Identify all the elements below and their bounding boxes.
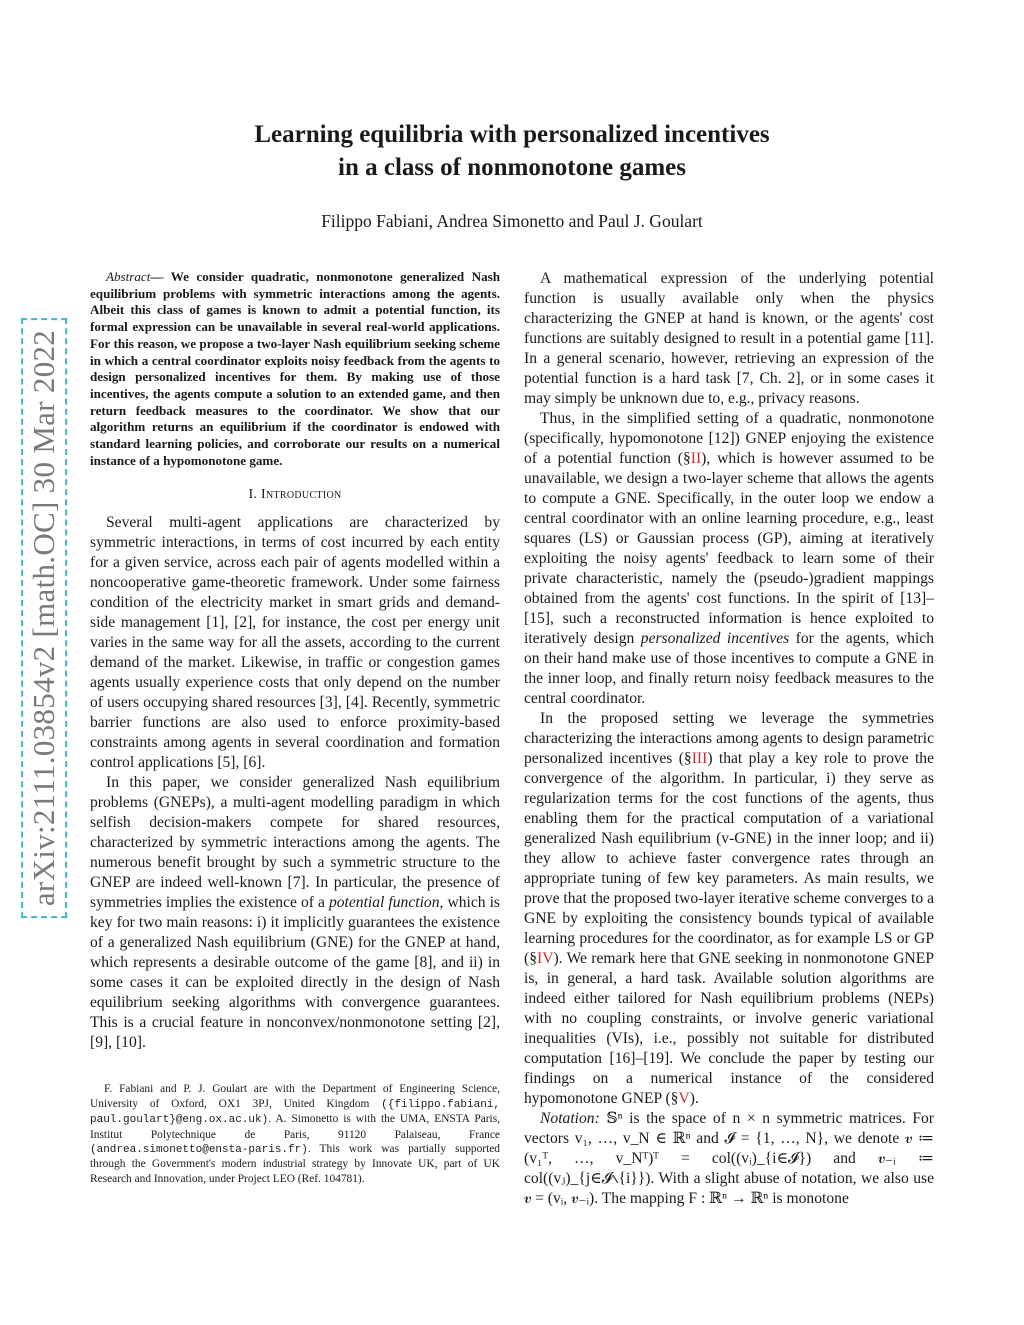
arxiv-stamp [18,288,70,948]
right-p2-text-b: ), which is however assumed to be unavailable, we design a two-layer scheme that allows the agents to compute a GNE. Specifically, in the outer loop we endow a central coordinator with an online learning procedure, e.g., least squares (LS) or Gaussian process (GP), aiming at iteratively exploiting the noisy agents' feedback to learn some of their private characteristic, namely the (pseudo-)gradient mappings obtained from the agents' cost functions. In the spirit of [13]–[15], such a reconstructed information is hence exploited to iteratively design [524,450,934,647]
title-line-1: Learning equilibria with personalized incentives [254,121,770,148]
abstract-label: Abstract [106,269,151,284]
section-ref-IV-link[interactable]: IV [537,950,554,967]
intro-p2-text-a: In this paper, we consider generalized Nash equilibrium problems (GNEPs), a multi-agent modelling paradigm in which selfish decision-makers compete for shared resources, characterized by symmetric interactions among the agents. The numerous benefit brought by such a symmetric structure to the GNEP are indeed well-known [7]. In particular, the presence of symmetries implies the existence of a [90,774,500,912]
section-ref-II-link[interactable]: II [690,450,702,467]
section-number: I. [248,487,262,503]
right-p2-text-c: for the agents, which on their hand make use of those incentives to compute a GNE in the inner loop, and finally return noisy feedback measures to the central coordinator. [524,630,934,707]
left-column [90,269,500,1186]
intro-paragraph-1: Several multi-agent applications are characterized by symmetric interactions, in terms of cost incurred by each entity for a given service, across each pair of agents modelled within a noncooperative game-theoretic framework. Under some fairness condition of the electricity market in smart grids and demand-side management [1], [2], for instance, the cost per energy unit varies in the same way for all the assets, according to the current demand of the market. Likewise, in traffic or congestion games agents usually experience costs that only depend on the number of users occupying shared resources [3], [4]. Recently, symmetric barrier functions are also used to enforce proximity-based constraints among agents in several coordination and formation control applications [5], [6]. [90,514,500,772]
right-p2-emphasis: personalized incentives [640,630,790,647]
right-p3-text-d: ). [689,1090,699,1107]
section-title: Introduction [261,487,342,503]
right-p3-text-c: ). We remark here that GNE seeking in nonmonotone GNEP is, in general, a hard task. Available solution algorithms are indeed either tailored for Nash equilibrium problems (NEPs) with no coupling constraints, or involve generic variational inequalities (VIs), i.e., possibly not suitable for distributed computation [16]–[19]. We conclude the paper by testing our findings on a numerical instance of the considered hypomonotone GNEP (§ [524,950,934,1107]
intro-p2-text-b: , which is key for two main reasons: i) it implicitly guarantees the existence of a generalized Nash equilibrium (GNE) for the GNEP at hand, which represents a desirable outcome of the game [8], and ii) in some cases it can be exploited directly in the design of Nash equilibrium seeking algorithms with convergence guarantees. This is a crucial feature in nonconvex/nonmonotone setting [2], [9], [10]. [90,894,500,1052]
footnote-separator [90,1071,500,1072]
author-list: Filippo Fabiani, Andrea Simonetto and Paul J. Goulart [321,211,703,231]
footnote-text-c: . This work was partially supported through the Government's modern industrial strategy by Innovate UK, part of UK Research and Innovation, under Project LEO (Ref. 104781). [90,1143,500,1185]
footnote [90,1082,500,1186]
footnote-email-2: (andrea.simonetto@ensta-paris.fr) [90,1144,308,1157]
arxiv-id: arXiv:2111.03854v2 [math.OC] 30 Mar 2022 [21,318,67,918]
right-p3-text-b: ) that play a key role to prove the convergence of the algorithm. In particular, i) they serve as regularization terms for the cost functions of the agents, thus enabling them for the practical computation of a variational generalized Nash equilibrium (v-GNE) in the inner loop; and ii) they allow to achieve faster convergence rates through an appropriate tuning of few key parameters. As main results, we prove that the proposed two-layer iterative scheme converges to a GNE by exploiting the consistency bounds typical of available learning procedures for the coordinator, as for example LS or GP (§ [524,750,934,967]
right-column [524,269,934,1209]
right-paragraph-2 [524,409,934,709]
footnote-text-b: . A. Simonetto is with the UMA, ENSTA Paris, Institut Polytechnique de Paris, 91120 Palaiseau, France [90,1113,500,1141]
title-line-2: in a class of nonmonotone games [338,154,686,181]
right-paragraph-3 [524,709,934,1109]
right-p3-text-a: In the proposed setting we leverage the symmetries characterizing the interactions among agents to design parametric personalized incentives (§ [524,710,934,767]
notation-paragraph [524,1109,934,1209]
section-heading-introduction [90,485,500,505]
abstract [90,269,500,469]
right-p2-text-a: Thus, in the simplified setting of a quadratic, nonmonotone (specifically, hypomonotone [12]) GNEP enjoying the existence of a potential function (§ [524,410,934,467]
footnote-text-a: F. Fabiani and P. J. Goulart are with the Department of Engineering Science, University of Oxford, OX1 3PJ, United Kingdom [90,1083,500,1110]
section-ref-V-link[interactable]: V [678,1090,690,1107]
right-paragraph-1: A mathematical expression of the underlying potential function is usually available only when the physics characterizing the GNEP at hand is known, or the agents' cost functions are suitably designed to result in a potential game [11]. In a general scenario, however, retrieving an expression of the potential function is a hard task [7, Ch. 2], or in some cases it may simply be unknown due to, e.g., privacy reasons. [524,270,934,407]
abstract-text: — We consider quadratic, nonmonotone generalized Nash equilibrium problems with symmetric interactions among the agents. Albeit this class of games is known to admit a potential function, its formal expression can be unavailable in several real-world applications. For this reason, we propose a two-layer Nash equilibrium seeking scheme in which a central coordinator exploits noisy feedback from the agents to design personalized incentives for them. By making use of those incentives, the agents compute a solution to an extended game, and then return feedback measures to the coordinator. We show that our algorithm returns an equilibrium if the coordinator is endowed with standard learning policies, and corroborate our results on a numerical instance of a hypomonotone game. [90,269,500,468]
notation-label: Notation: [540,1110,600,1127]
intro-paragraph-2 [90,773,500,1053]
notation-text: 𝕊ⁿ is the space of n × n symmetric matrices. For vectors v₁, …, v_N ∈ ℝⁿ and 𝓘 = {1, …, N}, we denote 𝒗 ≔ (v₁ᵀ, …, v_Nᵀ)ᵀ = col((vᵢ)_{i∈𝓘}) and 𝒗₋ᵢ ≔ col((vⱼ)_{j∈𝓘∖{i}}). With a slight abuse of notation, we also use 𝒗 = (vᵢ, 𝒗₋ᵢ). The mapping F : ℝⁿ → ℝⁿ is monotone [524,1110,934,1207]
paper-title [0,118,1024,184]
footnote-emails-1: ({filippo.fabiani, paul.goulart}@eng.ox.ac.uk) [90,1098,500,1127]
intro-p2-emphasis: potential function [328,894,440,912]
section-ref-III-link[interactable]: III [691,750,708,767]
